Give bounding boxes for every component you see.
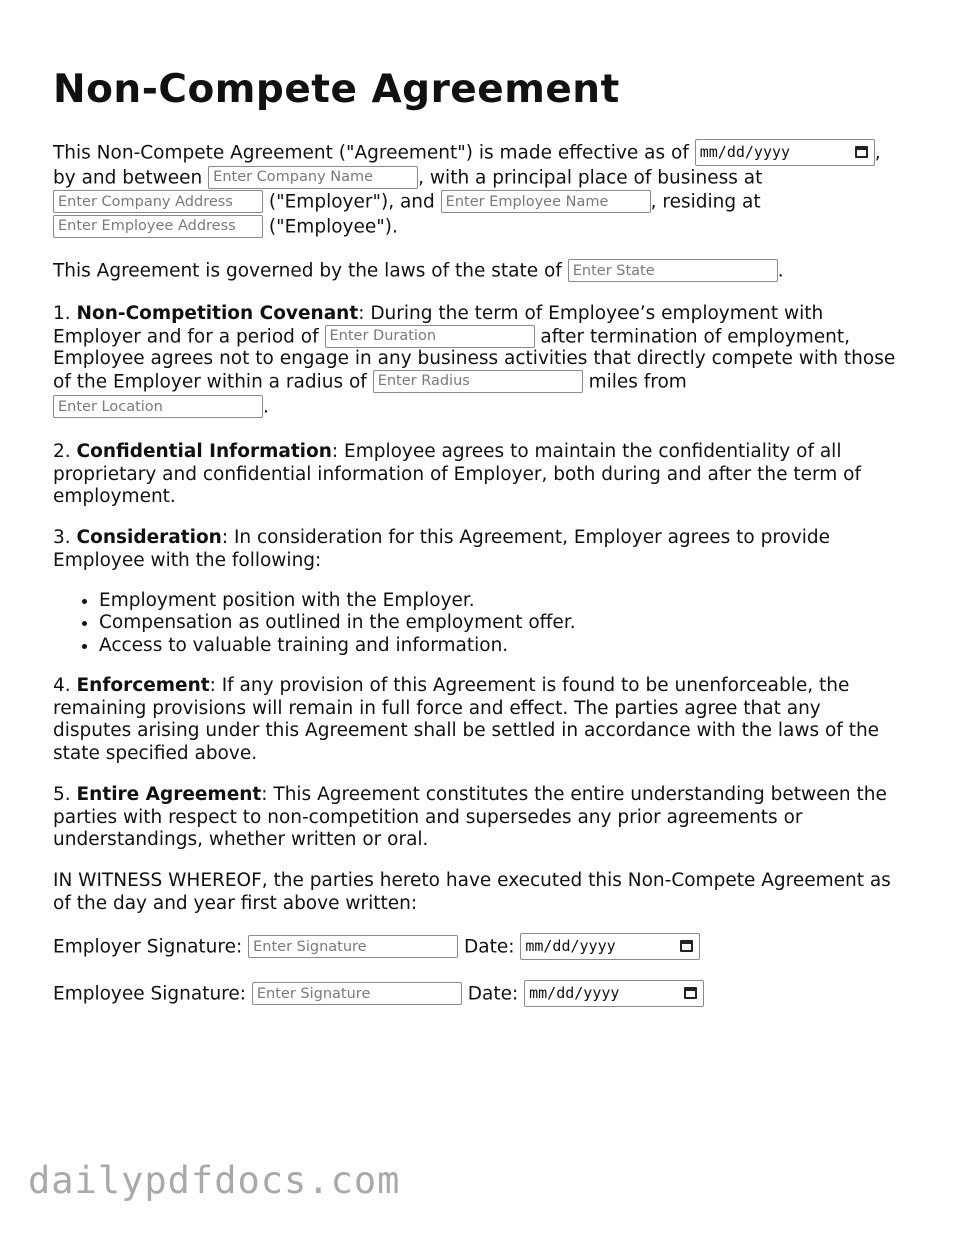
section-text: Employer and for a period of	[53, 326, 319, 347]
section-entire-agreement	[53, 784, 913, 852]
governing-law-paragraph	[53, 260, 913, 283]
watermark: dailypdfdocs.com	[28, 1159, 401, 1202]
date-placeholder: mm/dd/yyyy	[529, 984, 620, 1002]
section-text: : This Agreement constitutes the entire understanding between the	[261, 784, 887, 805]
calendar-icon[interactable]	[680, 940, 693, 952]
intro-text: ("Employee").	[268, 216, 398, 237]
section-text: of the Employer within a radius of	[53, 371, 367, 392]
intro-text: , residing at	[650, 191, 761, 213]
date-placeholder: mm/dd/yyyy	[699, 143, 791, 161]
consideration-list	[53, 590, 913, 657]
section-text: : If any provision of this Agreement is found to be unenforceable, the	[209, 675, 850, 696]
intro-paragraph	[53, 140, 913, 238]
list-item: • Access to valuable training and information.	[99, 635, 913, 657]
section-heading: Enforcement	[76, 675, 210, 696]
section-text: Employee with the following:	[53, 549, 322, 571]
date-label: Date:	[467, 983, 519, 1005]
duration-input[interactable]	[325, 325, 535, 348]
section-heading: Consideration	[76, 527, 222, 548]
employer-date-input[interactable]	[520, 933, 700, 960]
section-text: proprietary and confidential information of Employer, both during and after the term of	[53, 463, 861, 485]
section-text: employment.	[53, 486, 176, 507]
employee-name-input[interactable]	[441, 190, 651, 213]
section-number: 1.	[53, 303, 71, 324]
section-number: 3.	[53, 527, 71, 548]
section-number: 5.	[53, 784, 71, 805]
section-non-competition	[53, 303, 913, 419]
section-text: after termination of employment,	[540, 326, 851, 347]
state-input[interactable]	[568, 259, 778, 282]
date-placeholder: mm/dd/yyyy	[525, 937, 616, 955]
section-consideration	[53, 527, 913, 657]
intro-text: , with a principal place of business at	[418, 167, 763, 188]
company-address-input[interactable]	[53, 190, 263, 213]
date-label: Date:	[464, 936, 515, 958]
employee-signature-input[interactable]	[252, 982, 462, 1005]
section-confidential-information	[53, 441, 913, 509]
section-text: state specified above.	[53, 742, 258, 764]
location-input[interactable]	[53, 395, 263, 418]
employee-signature-label: Employee Signature:	[53, 983, 246, 1005]
section-enforcement	[53, 675, 913, 765]
employee-address-input[interactable]	[53, 215, 263, 238]
intro-text: by and between	[53, 167, 203, 188]
section-text: Employee agrees not to engage in any business activities that directly compete with those	[53, 348, 896, 369]
period: .	[777, 260, 784, 282]
intro-text: This Non-Compete Agreement ("Agreement") is made effective as of	[53, 142, 689, 164]
section-text: parties with respect to non-competition and supersedes any prior agreements or	[53, 806, 803, 828]
section-text: : Employee agrees to maintain the confidentiality of all	[331, 441, 842, 462]
section-heading: Entire Agreement	[76, 784, 262, 805]
company-name-input[interactable]	[208, 166, 418, 189]
list-item: • Employment position with the Employer.	[99, 590, 913, 612]
section-text: understandings, whether written or oral.	[53, 829, 429, 850]
witness-text: of the day and year first above written:	[53, 892, 418, 914]
employee-date-input[interactable]	[524, 980, 704, 1007]
effective-date-input[interactable]	[695, 139, 875, 166]
calendar-icon[interactable]	[855, 146, 868, 158]
employer-signature-row	[53, 934, 913, 957]
section-text: miles from	[588, 371, 687, 392]
section-heading: Non-Competition Covenant	[76, 303, 359, 324]
governing-text: This Agreement is governed by the laws of the state of	[53, 260, 562, 282]
calendar-icon[interactable]	[684, 987, 697, 999]
section-text: : In consideration for this Agreement, Employer agrees to provide	[221, 527, 831, 548]
list-item: • Compensation as outlined in the employment offer.	[99, 612, 913, 634]
witness-text: IN WITNESS WHEREOF, the parties hereto have executed this Non-Compete Agreement as	[53, 870, 891, 891]
radius-input[interactable]	[373, 370, 583, 393]
page-title: Non-Compete Agreement	[53, 67, 620, 112]
employee-signature-row	[53, 981, 913, 1004]
witness-paragraph	[53, 870, 913, 915]
period: .	[263, 396, 269, 418]
comma: ,	[874, 142, 881, 164]
employer-signature-input[interactable]	[248, 935, 458, 958]
section-heading: Confidential Information	[76, 441, 332, 462]
section-number: 2.	[53, 441, 71, 462]
section-number: 4.	[53, 675, 71, 696]
section-text: : During the term of Employee’s employment with	[358, 303, 824, 324]
section-text: remaining provisions will remain in full force and effect. The parties agree that any	[53, 697, 821, 719]
employer-signature-label: Employer Signature:	[53, 936, 243, 958]
intro-text: ("Employer"), and	[268, 191, 435, 213]
section-text: disputes arising under this Agreement shall be settled in accordance with the laws of the	[53, 720, 880, 741]
